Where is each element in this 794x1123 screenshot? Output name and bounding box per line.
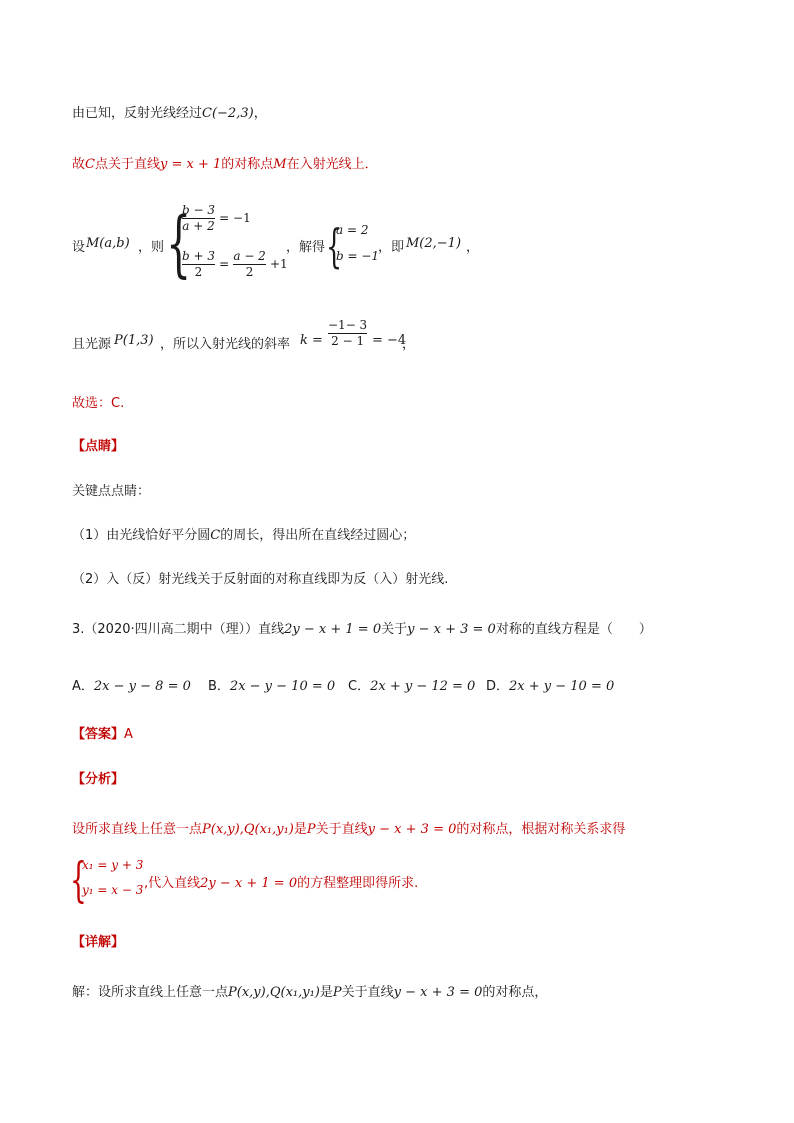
section-heading-detail: 【详解】: [72, 935, 125, 950]
option-d: D．2x + y − 10 = 0: [486, 679, 615, 694]
section-heading-analysis: 【分析】: [72, 772, 125, 787]
solution-line-symmetric-point: 故C点关于直线y = x + 1的对称点M在入射光线上．: [72, 157, 378, 172]
key-point-2: （2）入（反）射光线关于反射面的对称直线即为反（入）射光线.: [72, 572, 449, 587]
key-point-title: 关键点点睛：: [72, 484, 151, 499]
option-c: C．2x + y − 12 = 0: [348, 679, 476, 694]
slope-fraction: $\frac{-1- 3}{2 - 1}$: [328, 318, 368, 348]
key-point-1: （1）由光线恰好平分圆C的周长，得出所在直线经过圆心；: [72, 528, 416, 543]
question-3-stem: 3.（2020·四川高二期中（理））直线2y − x + 1 = 0关于y − x + 3 = 0对称的直线方程是（ ）: [72, 622, 652, 637]
system-row-2: $\frac{b + 3}{2}$ = $\frac{a - 2}{2}$ +1: [182, 249, 288, 279]
section-heading-dianjing: 【点睛】: [72, 439, 125, 454]
solution-brace: {: [326, 219, 343, 273]
system-row-1: $\frac{b - 3}{a + 2}$ = −1: [182, 203, 251, 233]
answer: 【答案】A: [72, 727, 133, 742]
solution-line-reflected-point: 由已知，反射光线经过C(−2,3)，: [72, 106, 267, 121]
option-a: A．2x − y − 8 = 0: [72, 679, 191, 694]
analysis-line-1: 设所求直线上任意一点P(x,y),Q(x₁,y₁)是P关于直线y − x + 3 = 0的对称点，根据对称关系求得: [72, 822, 626, 837]
choice-conclusion: 故选：C.: [72, 396, 125, 411]
analysis-brace: {: [70, 852, 87, 908]
option-b: B．2x − y − 10 = 0: [208, 679, 336, 694]
detail-line-1: 解：设所求直线上任意一点P(x,y),Q(x₁,y₁)是P关于直线y − x + 3 = 0的对称点，: [72, 985, 548, 1000]
left-brace: {: [166, 201, 192, 285]
